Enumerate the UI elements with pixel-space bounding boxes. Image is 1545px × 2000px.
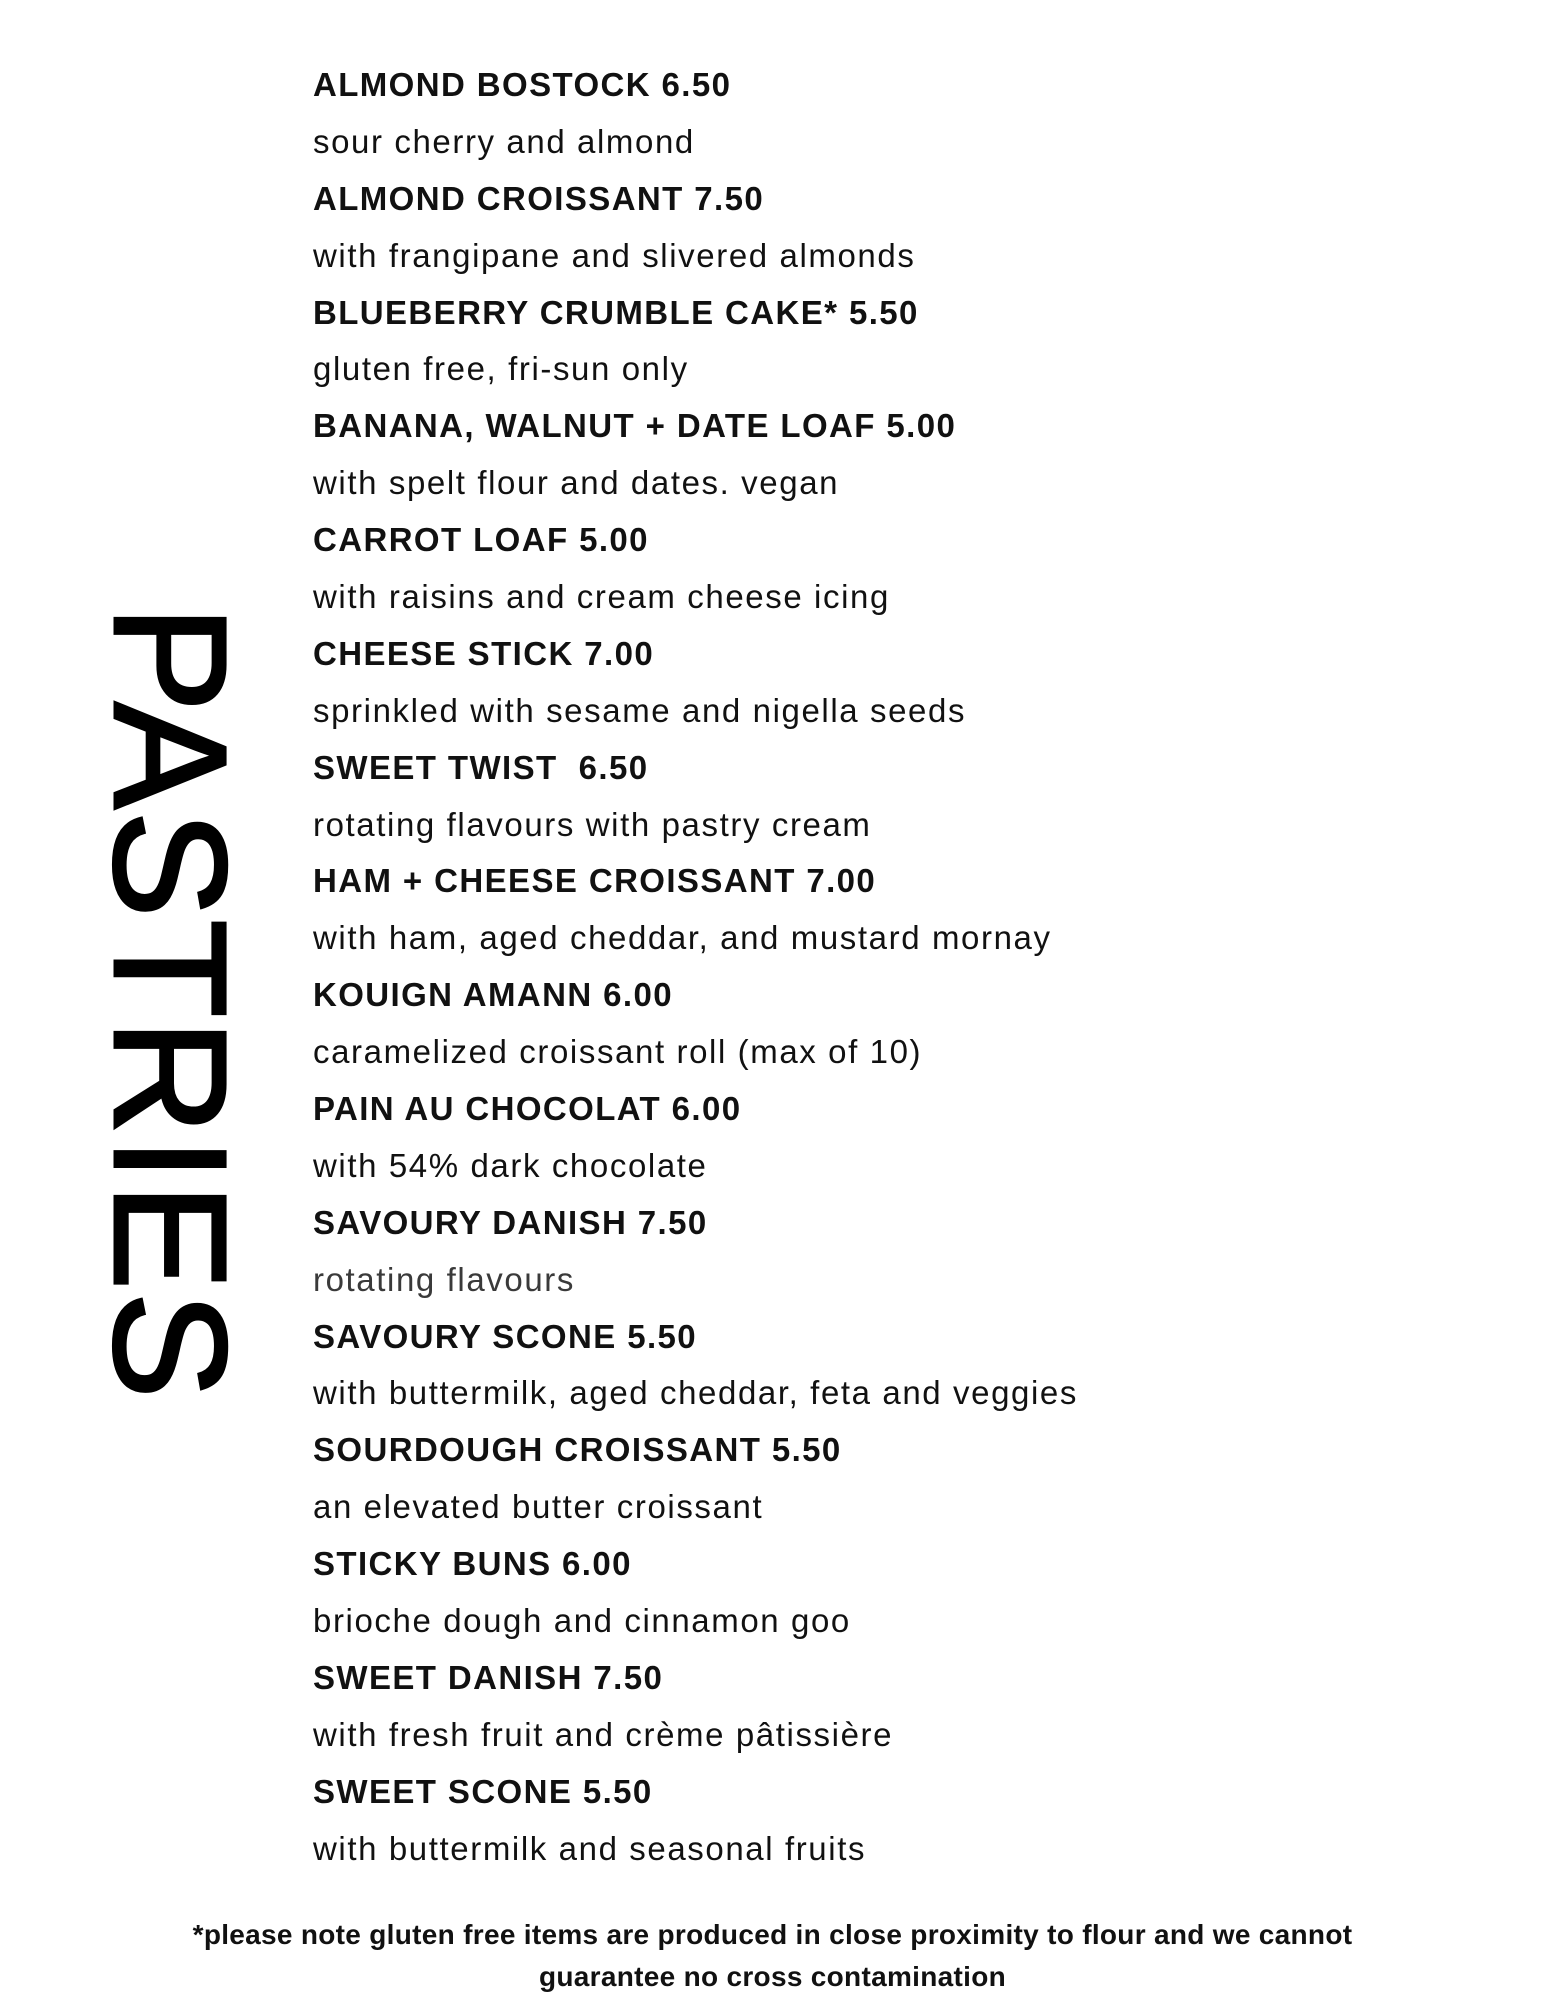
item-description: with buttermilk and seasonal fruits [313,1829,867,1867]
item-description: rotating flavours [313,1260,575,1298]
menu-item [313,626,1078,740]
item-name: SWEET DANISH 7.50 [313,1658,664,1696]
menu-item [313,1081,1078,1195]
item-name: SAVOURY SCONE 5.50 [313,1317,698,1355]
menu-item [313,1195,1078,1309]
disclaimer-line-1: *please note gluten free items are produced in close proximity to flour and we cannot [192,1919,1353,1950]
item-name: SOURDOUGH CROISSANT 5.50 [313,1431,842,1469]
menu-item [313,1309,1078,1423]
menu-item [313,171,1078,285]
menu-item [313,1650,1078,1764]
menu-item [313,967,1078,1081]
item-name: ALMOND CROISSANT 7.50 [313,179,765,217]
item-name: STICKY BUNS 6.00 [313,1545,632,1583]
menu-item [313,285,1078,399]
item-description: with raisins and cream cheese icing [313,578,890,616]
item-description: with buttermilk, aged cheddar, feta and veggies [313,1374,1078,1412]
item-description: with frangipane and slivered almonds [313,236,916,274]
item-name: ALMOND BOSTOCK 6.50 [313,66,732,103]
item-name: BLUEBERRY CRUMBLE CAKE* 5.50 [313,293,919,331]
item-description: with 54% dark chocolate [313,1146,708,1184]
menu-item [313,740,1078,854]
item-description: with fresh fruit and crème pâtissière [313,1715,894,1753]
menu-list [313,57,1078,1878]
item-name: SAVOURY DANISH 7.50 [313,1203,708,1241]
menu-item [313,57,1078,171]
item-description: an elevated butter croissant [313,1488,764,1526]
section-title-pastries: PASTRIES [81,605,260,1401]
item-name: SWEET SCONE 5.50 [313,1772,653,1810]
item-name: BANANA, WALNUT + DATE LOAF 5.00 [313,407,957,445]
menu-item [313,512,1078,626]
item-description: with ham, aged cheddar, and mustard mornay [313,919,1052,957]
item-description: caramelized croissant roll (max of 10) [313,1033,923,1071]
item-description: with spelt flour and dates. vegan [313,464,840,502]
item-name: KOUIGN AMANN 6.00 [313,976,673,1014]
menu-item [313,1536,1078,1650]
item-name: PAIN AU CHOCOLAT 6.00 [313,1090,742,1128]
item-description: rotating flavours with pastry cream [313,805,872,843]
item-description: gluten free, fri-sun only [313,350,689,388]
item-description: sour cherry and almond [313,122,695,160]
item-name: CARROT LOAF 5.00 [313,521,649,559]
menu-item [313,853,1078,967]
item-description: brioche dough and cinnamon goo [313,1602,851,1640]
menu-item [313,398,1078,512]
menu-item [313,1764,1078,1878]
item-description: sprinkled with sesame and nigella seeds [313,691,967,729]
item-name: SWEET TWIST 6.50 [313,748,649,786]
gluten-free-disclaimer [0,1914,1545,1998]
item-name: CHEESE STICK 7.00 [313,634,655,672]
item-name: HAM + CHEESE CROISSANT 7.00 [313,862,877,900]
menu-item [313,1422,1078,1536]
disclaimer-line-2: guarantee no cross contamination [538,1961,1007,1992]
